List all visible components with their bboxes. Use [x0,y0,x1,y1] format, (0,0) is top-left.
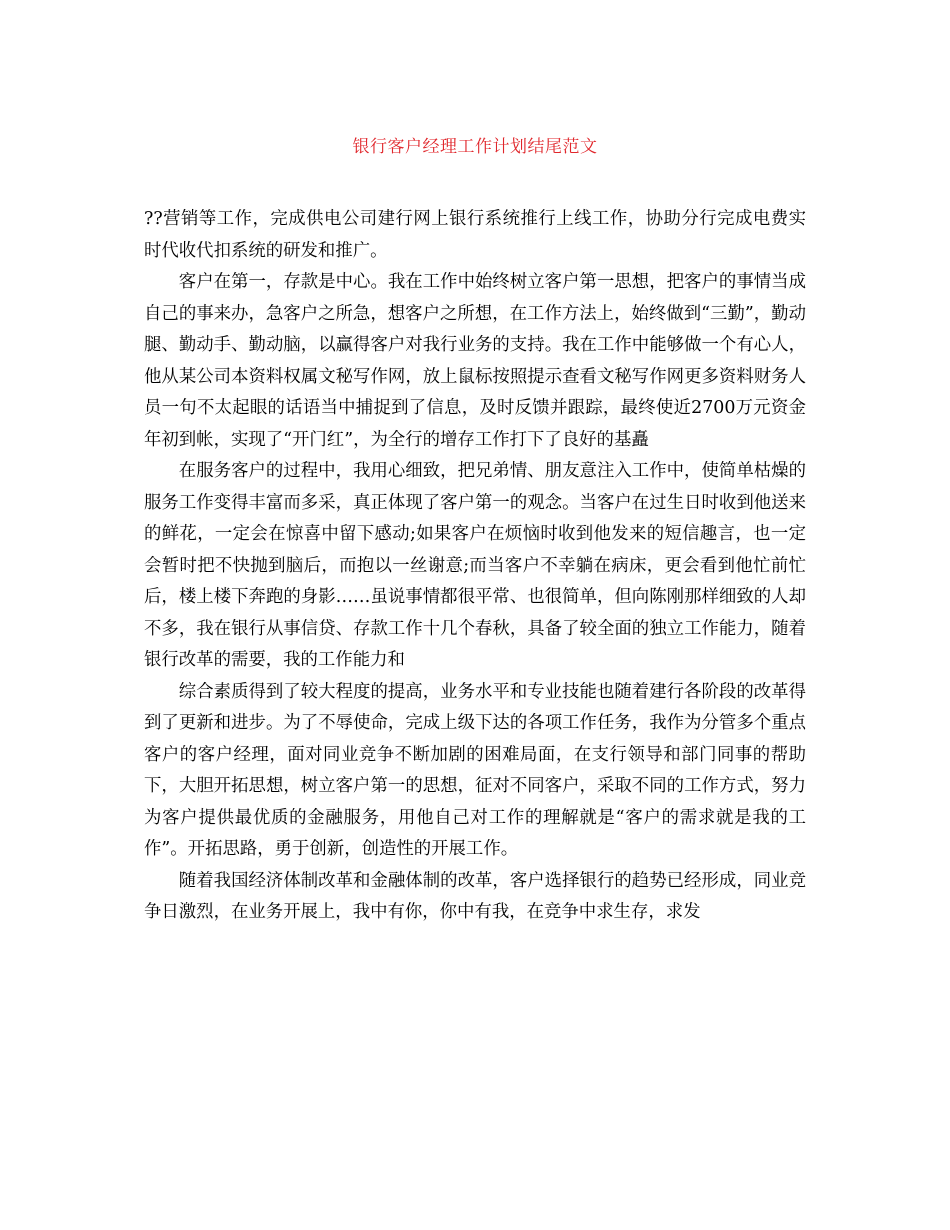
document-title: 银行客户经理工作计划结尾范文 [352,137,598,157]
paragraph-continuation: ??营销等工作，完成供电公司建行网上银行系统推行上线工作，协助分行完成电费实时代收代扣系统的研发和推广。 [144,209,806,261]
document-body [144,204,806,929]
paragraph-service-detail: 在服务客户的过程中，我用心细致，把兄弟情、朋友意注入工作中，使简单枯燥的服务工作变得丰富而多采，真正体现了客户第一的观念。当客户在过生日时收到他送来的鲜花，一定会在惊喜中留下感动;如果客户在烦恼时收到他发来的短信趣言，也一定会暂时把不快抛到脑后，而抱以一丝谢意;而当客户不幸躺在病床，更会看到他忙前忙后，楼上楼下奔跑的身影……虽说事情都很平常、也很简单，但向陈刚那样细致的人却不多，我在银行从事信贷、存款工作十几个春秋，具备了较全面的独立工作能力，随着银行改革的需要，我的工作能力和 [144,461,806,670]
paragraph-customer-first: 客户在第一，存款是中心。我在工作中始终树立客户第一思想，把客户的事情当成自己的事来办，急客户之所急，想客户之所想，在工作方法上，始终做到“三勤”，勤动腿、勤动手、勤动脑，以赢得客户对我行业务的支持。我在工作中能够做一个有心人，他从某公司本资料权属文秘写作网，放上鼠标按照提示查看文秘写作网更多资料财务人员一句不太起眼的话语当中捕捉到了信息，及时反馈并跟踪，最终使近2700万元资金年初到帐，实现了“开门红”，为全行的增存工作打下了良好的基矗 [144,272,806,450]
paragraph-competition: 随着我国经济体制改革和金融体制的改革，客户选择银行的趋势已经形成，同业竞争日激烈，在业务开展上，我中有你，你中有我，在竞争中求生存，求发 [144,870,806,922]
paragraph-comprehensive-quality: 综合素质得到了较大程度的提高，业务水平和专业技能也随着建行各阶段的改革得到了更新和进步。为了不辱使命，完成上级下达的各项工作任务，我作为分管多个重点客户的客户经理，面对同业竞争不断加剧的困难局面，在支行领导和部门同事的帮助下，大胆开拓思想，树立客户第一的思想，征对不同客户，采取不同的工作方式，努力为客户提供最优质的金融服务，用他自己对工作的理解就是“客户的需求就是我的工作”。开拓思路，勇于创新，创造性的开展工作。 [144,681,806,859]
